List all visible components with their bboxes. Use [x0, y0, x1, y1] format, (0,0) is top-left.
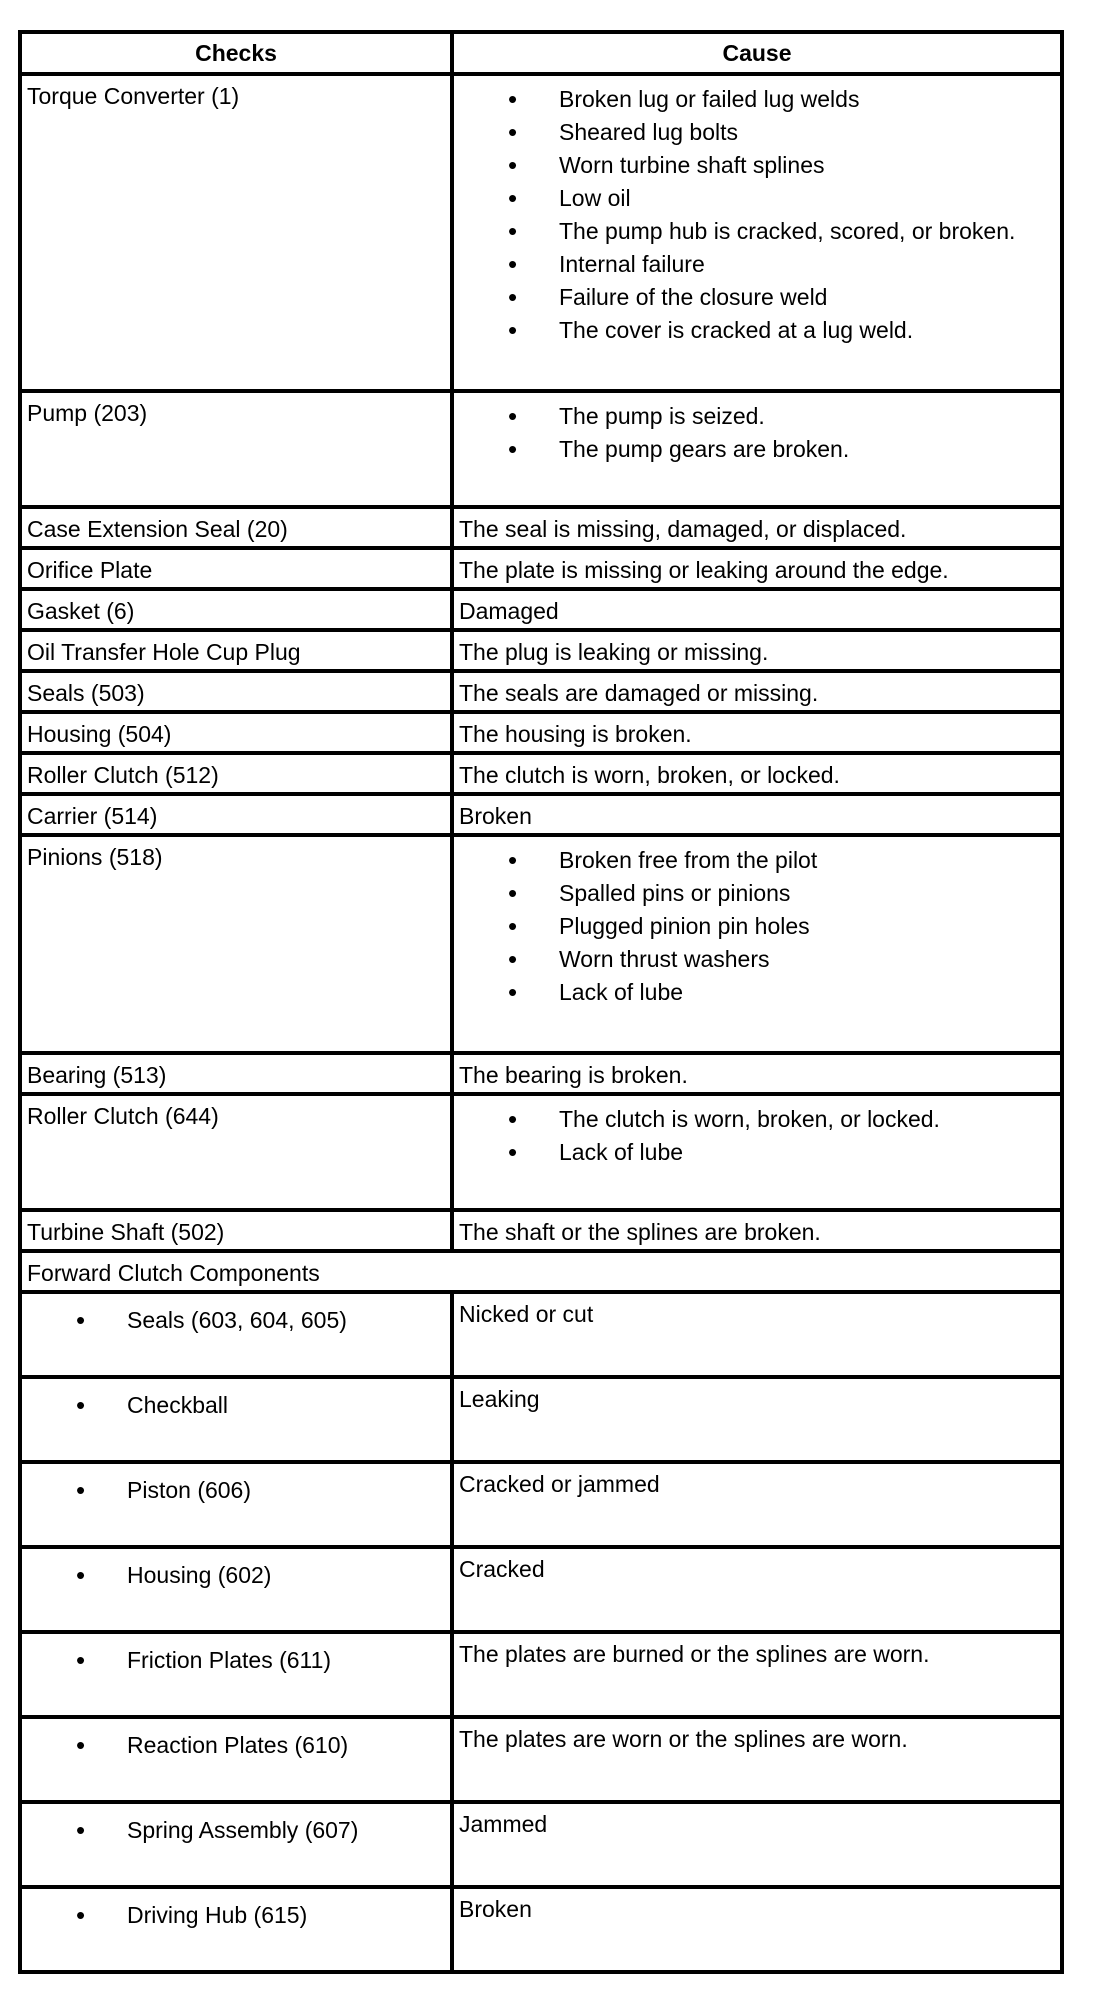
- check-cell: [20, 1547, 452, 1632]
- cause-item: • Spalled pins or pinions: [454, 877, 1060, 910]
- cause-cell: [452, 548, 1062, 589]
- check-cell: [20, 753, 452, 794]
- cause-cell: [452, 835, 1062, 1053]
- check-cell: [20, 794, 452, 835]
- cause-text: The plate is missing or leaking around the edge.: [459, 557, 949, 583]
- cause-cell: [452, 1547, 1062, 1632]
- cause-text: Cracked or jammed: [459, 1471, 660, 1497]
- cause-item: • Sheared lug bolts: [454, 116, 1060, 149]
- table-row: [20, 794, 1062, 835]
- table-row: [20, 1462, 1062, 1547]
- bullet-icon: •: [76, 1645, 86, 1675]
- cause-cell: [452, 1462, 1062, 1547]
- checks-header: Checks: [20, 32, 452, 74]
- table-row: [20, 391, 1062, 507]
- cause-item: • The clutch is worn, broken, or locked.: [454, 1103, 1060, 1136]
- check-label: Spring Assembly (607): [127, 1817, 359, 1843]
- check-cell: [20, 391, 452, 507]
- cause-cell: [452, 630, 1062, 671]
- check-label: Piston (606): [127, 1477, 252, 1503]
- cause-cell: [452, 1292, 1062, 1377]
- cause-text: The shaft or the splines are broken.: [459, 1219, 821, 1245]
- cause-item: • The pump is seized.: [454, 400, 1060, 433]
- cause-cell: [452, 1094, 1062, 1210]
- cause-list: [454, 76, 1060, 347]
- cause-cell: [452, 1887, 1062, 1972]
- table-row: [20, 589, 1062, 630]
- cause-item: • Lack of lube: [454, 976, 1060, 1009]
- check-label: Orifice Plate: [27, 557, 153, 583]
- cause-cell: [452, 712, 1062, 753]
- table-row: [20, 712, 1062, 753]
- check-cell: [20, 589, 452, 630]
- table-row: [20, 671, 1062, 712]
- table-row: [20, 1292, 1062, 1377]
- table-row: [20, 835, 1062, 1053]
- check-cell: [20, 1210, 452, 1251]
- cause-item: • Internal failure: [454, 248, 1060, 281]
- bullet-icon: •: [76, 1815, 86, 1845]
- cause-item: • The pump gears are broken.: [454, 433, 1060, 466]
- cause-text: Damaged: [459, 598, 559, 624]
- check-label: Checkball: [127, 1392, 228, 1418]
- bullet-icon: •: [76, 1560, 86, 1590]
- cause-item: • The pump hub is cracked, scored, or broken.: [454, 215, 1060, 248]
- cause-item: • Worn turbine shaft splines: [454, 149, 1060, 182]
- cause-cell: [452, 74, 1062, 391]
- table-row: [20, 1887, 1062, 1972]
- check-label: Housing (504): [27, 721, 172, 747]
- cause-item: • Low oil: [454, 182, 1060, 215]
- check-label: Turbine Shaft (502): [27, 1219, 225, 1245]
- cause-text: Leaking: [459, 1386, 540, 1412]
- cause-cell: [452, 1717, 1062, 1802]
- check-label: Gasket (6): [27, 598, 135, 624]
- cause-text: Nicked or cut: [459, 1301, 594, 1327]
- cause-list: [454, 1096, 1060, 1169]
- table-row: [20, 753, 1062, 794]
- cause-text: Jammed: [459, 1811, 548, 1837]
- cause-text: The plates are worn or the splines are worn.: [459, 1726, 908, 1752]
- cause-text: The seal is missing, damaged, or displaced.: [459, 516, 907, 542]
- cause-cell: [452, 671, 1062, 712]
- check-cell: [20, 835, 452, 1053]
- header-row: [20, 32, 1062, 74]
- check-cell: [20, 1377, 452, 1462]
- bullet-icon: •: [76, 1390, 86, 1420]
- cause-text: Cracked: [459, 1556, 545, 1582]
- check-label: Oil Transfer Hole Cup Plug: [27, 639, 301, 665]
- section-title: Forward Clutch Components: [27, 1260, 320, 1286]
- check-label: Reaction Plates (610): [127, 1732, 349, 1758]
- check-cell: [20, 1292, 452, 1377]
- check-cell: [20, 1462, 452, 1547]
- cause-text: The plug is leaking or missing.: [459, 639, 769, 665]
- cause-cell: [452, 1210, 1062, 1251]
- diagnosis-table: [18, 30, 1064, 1974]
- cause-header: Cause: [452, 32, 1062, 74]
- check-cell: [20, 1632, 452, 1717]
- table-row: [20, 1094, 1062, 1210]
- cause-list: [454, 393, 1060, 466]
- table-row: [20, 1717, 1062, 1802]
- cause-item: • Broken free from the pilot: [454, 844, 1060, 877]
- check-label: Housing (602): [127, 1562, 272, 1588]
- check-label: Roller Clutch (512): [27, 762, 219, 788]
- cause-item: • Lack of lube: [454, 1136, 1060, 1169]
- table-row: [20, 507, 1062, 548]
- cause-text: The plates are burned or the splines are worn.: [459, 1641, 930, 1667]
- bullet-icon: •: [76, 1305, 86, 1335]
- cause-text: Broken: [459, 803, 532, 829]
- bullet-icon: •: [76, 1900, 86, 1930]
- table-row: [20, 74, 1062, 391]
- cause-item: • Failure of the closure weld: [454, 281, 1060, 314]
- cause-item: • The cover is cracked at a lug weld.: [454, 314, 1060, 347]
- table-row: [20, 1210, 1062, 1251]
- check-label: Carrier (514): [27, 803, 158, 829]
- cause-cell: [452, 589, 1062, 630]
- check-label: Bearing (513): [27, 1062, 167, 1088]
- table-row: [20, 630, 1062, 671]
- check-label: Pump (203): [27, 400, 148, 426]
- check-cell: [20, 1802, 452, 1887]
- bullet-icon: •: [76, 1475, 86, 1505]
- check-label: Case Extension Seal (20): [27, 516, 288, 542]
- check-label: Seals (603, 604, 605): [127, 1307, 347, 1333]
- check-cell: [20, 548, 452, 589]
- check-cell: [20, 630, 452, 671]
- cause-item: • Worn thrust washers: [454, 943, 1060, 976]
- cause-cell: [452, 507, 1062, 548]
- table-row: [20, 1632, 1062, 1717]
- cause-cell: [452, 1802, 1062, 1887]
- check-cell: [20, 1717, 452, 1802]
- table-row: [20, 1547, 1062, 1632]
- cause-text: The clutch is worn, broken, or locked.: [459, 762, 840, 788]
- check-label: Roller Clutch (644): [27, 1103, 219, 1129]
- table-row: [20, 548, 1062, 589]
- check-cell: [20, 671, 452, 712]
- cause-text: The bearing is broken.: [459, 1062, 688, 1088]
- cause-cell: [452, 1377, 1062, 1462]
- cause-item: • Broken lug or failed lug welds: [454, 83, 1060, 116]
- check-cell: [20, 507, 452, 548]
- cause-cell: [452, 794, 1062, 835]
- check-label: Seals (503): [27, 680, 145, 706]
- check-label: Driving Hub (615): [127, 1902, 308, 1928]
- cause-text: The housing is broken.: [459, 721, 692, 747]
- cause-cell: [452, 1053, 1062, 1094]
- cause-cell: [452, 753, 1062, 794]
- check-cell: [20, 1053, 452, 1094]
- bullet-icon: •: [76, 1730, 86, 1760]
- table-row: [20, 1053, 1062, 1094]
- cause-text: Broken: [459, 1896, 532, 1922]
- check-label: Torque Converter (1): [27, 83, 240, 109]
- table-row: [20, 1377, 1062, 1462]
- cause-cell: [452, 391, 1062, 507]
- cause-text: The seals are damaged or missing.: [459, 680, 819, 706]
- check-cell: [20, 74, 452, 391]
- cause-cell: [452, 1632, 1062, 1717]
- table-row: [20, 1802, 1062, 1887]
- check-label: Pinions (518): [27, 844, 163, 870]
- section-cell: [20, 1251, 1062, 1292]
- check-cell: [20, 712, 452, 753]
- cause-item: • Plugged pinion pin holes: [454, 910, 1060, 943]
- check-label: Friction Plates (611): [127, 1647, 332, 1673]
- check-cell: [20, 1887, 452, 1972]
- check-cell: [20, 1094, 452, 1210]
- cause-list: [454, 837, 1060, 1009]
- section-row: [20, 1251, 1062, 1292]
